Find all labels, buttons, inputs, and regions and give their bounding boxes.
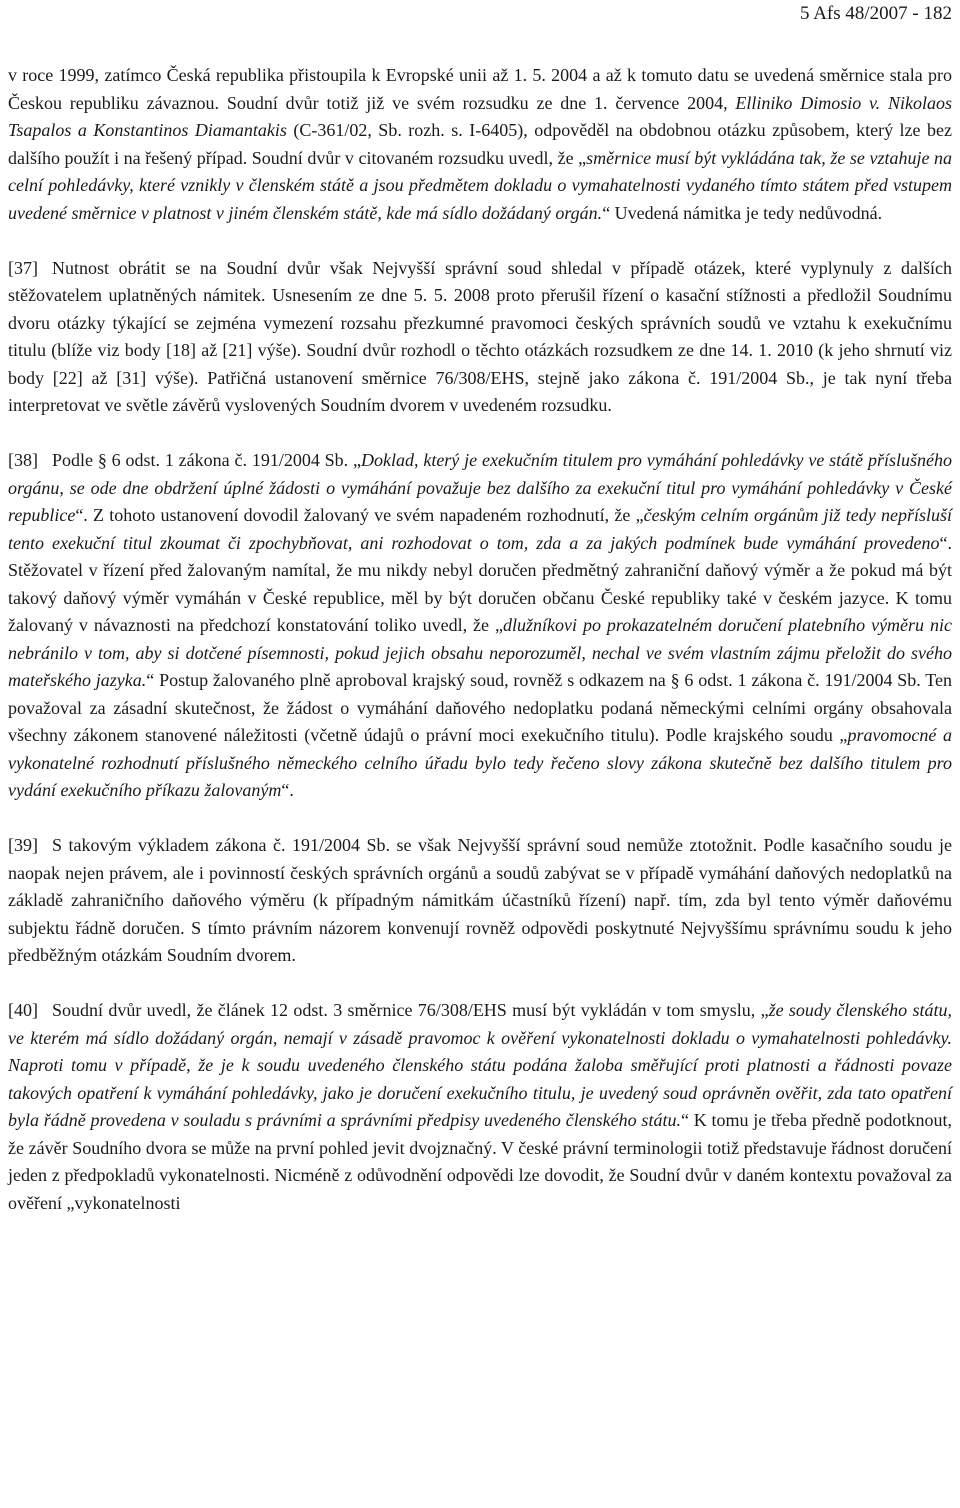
text-segment: S takovým výkladem zákona č. 191/2004 Sb. se však Nejvyšší správní soud nemůže ztotožnit. Podle kasačního soudu je naopak nejen právem, ale i povinností českých správních orgánů a soudů zabývat se v případě vymáhání daňových nedoplatků na základě zahraničního daňového výměru (k případným námitkám účastníků řízení) např. tím, zda byl tento výměr daňovému subjektu řádně doručen. S tímto právním názorem konvenují rovněž odpovědi poskytnuté Nejvyššímu správnímu soudu k jeho předběžným otázkám Soudním dvorem. bbox=[8, 835, 952, 965]
quoted-text: Elliniko Dimosio v. Nikolaos Tsapalos a Konstantinos Diamantakis bbox=[8, 92, 952, 140]
text-segment: “ Postup žalovaného plně aproboval krajský soud, rovněž s odkazem na § 6 odst. 1 zákona č. 191/2004 Sb. Ten považoval za zásadní skutečnost, že žádost o vymáhání daňového nedoplatku podaná německými celními orgány obsahovala všechny zákonem stanovené náležitosti (včetně údajů o právní moci exekučního titulu). Podle krajského soudu „ bbox=[8, 670, 952, 745]
text-segment: Nutnost obrátit se na Soudní dvůr však Nejvyšší správní soud shledal v případě otázek, které vyplynuly z dalších stěžovatelem uplatněných námitek. Usnesením ze dne 5. 5. 2008 proto přerušil řízení o kasační stížnosti a předložil Soudnímu dvoru otázky týkající se zejména vymezení rozsahu přezkumné pravomoci českých správních soudů ve vztahu k exekučnímu titulu (blíže viz body [18] až [21] výše). Soudní dvůr rozhodl o těchto otázkách rozsudkem ze dne 14. 1. 2010 (k jeho shrnutí viz body [22] až [31] výše). Patřičná ustanovení směrnice 76/308/EHS, stejně jako zákona č. 191/2004 Sb., je tak nyní třeba interpretovat ve světle závěrů vyslovených Soudním dvorem v uvedeném rozsudku. bbox=[8, 257, 952, 415]
paragraph-number: [40] bbox=[8, 1000, 38, 1020]
text-segment: (C-361/02, Sb. rozh. s. I-6405), odpověděl na obdobnou otázku způsobem, který lze bez dalšího použít i na řešený případ. Soudní dvůr v citovaném rozsudku uvedl, že „ bbox=[8, 120, 952, 168]
paragraph bbox=[8, 447, 952, 805]
paragraph bbox=[8, 997, 952, 1217]
paragraph bbox=[8, 62, 952, 227]
text-segment: “ Uvedená námitka je tedy nedůvodná. bbox=[602, 202, 883, 223]
paragraph-number: [38] bbox=[8, 450, 38, 470]
text-segment: “. bbox=[281, 780, 294, 800]
text-segment: “. Z tohoto ustanovení dovodil žalovaný ve svém napadeném rozhodnutí, že „ bbox=[75, 505, 644, 525]
quoted-text: českým celním orgánům již tedy nepřísluší tento exekuční titul zkoumat či zpochybňovat, ani rozhodovat o tom, zda a za jakých podmínek bude vymáhání provedeno bbox=[8, 505, 952, 553]
page-header bbox=[800, 4, 952, 24]
text-segment: “. Stěžovatel v řízení před žalovaným namítal, že mu nikdy nebyl doručen předmětný zahraniční daňový výměr a že pokud má být takový daňový výměr vymáhán v České republice, měl by být doručen občanu České republiky také v českém jazyce. K tomu žalovaný v návaznosti na předchozí konstatování toliko uvedl, že „ bbox=[8, 532, 952, 635]
paragraph-number: [37] bbox=[8, 257, 38, 278]
paragraph bbox=[8, 832, 952, 970]
quoted-text: směrnice musí být vykládána tak, že se vztahuje na celní pohledávky, které vznikly v členském státě a jsou předmětem dokladu o vymahatelnosti vydaného tímto státem před vstupem uvedené směrnice v platnost v jiném členském státě, kde má sídlo dožádaný orgán. bbox=[8, 147, 952, 223]
text-segment: v roce 1999, zatímco Česká republika přistoupila k Evropské unii až 1. 5. 2004 a až k tomuto datu se uvedená směrnice stala pro Českou republiku závaznou. Soudní dvůr totiž již ve svém rozsudku ze dne 1. července 2004, bbox=[8, 65, 952, 113]
text-segment: “ K tomu je třeba předně podotknout, že závěr Soudního dvora se může na první pohled jevit dvojznačný. V české právní terminologii totiž představuje řádnost doručení jeden z předpokladů vykonatelnosti. Nicméně z odůvodnění odpovědi lze dovodit, že Soudní dvůr v daném kontextu považoval za ověření „vykonatelnosti bbox=[8, 1110, 953, 1213]
text-segment: Soudní dvůr uvedl, že článek 12 odst. 3 směrnice 76/308/EHS musí být vykládán v tom smyslu, „ bbox=[52, 1000, 769, 1020]
quoted-text: pravomocné a vykonatelné rozhodnutí příslušného německého celního úřadu bylo tedy řečeno slovy zákona skutečně bez dalšího titulem pro vydání exekučního příkazu žalovaným bbox=[8, 725, 952, 800]
quoted-text: dlužníkovi po prokazatelném doručení platebního výměru nic nebránilo v tom, aby si dotčené písemnosti, pokud jejich obsahu neporozuměl, nechal ve svém vlastním zájmu přeložit do svého mateřského jazyka. bbox=[8, 615, 952, 690]
quoted-text: Doklad, který je exekučním titulem pro vymáhání pohledávky ve státě příslušného orgánu, se ode dne obdržení úplné žádosti o vymáhání považuje bez dalšího za exekuční titul pro vymáhání pohledávky v České republice bbox=[8, 450, 953, 525]
paragraph-number: [39] bbox=[8, 835, 38, 855]
paragraph bbox=[8, 255, 952, 420]
text-segment: Podle § 6 odst. 1 zákona č. 191/2004 Sb. „ bbox=[52, 450, 361, 470]
case-reference: 5 Afs 48/2007 - 182 bbox=[800, 3, 952, 24]
document-body bbox=[8, 62, 952, 1217]
quoted-text: že soudy členského státu, ve kterém má sídlo dožádaný orgán, nemají v zásadě pravomoc k ověření vykonatelnosti dokladu o vymahatelnosti pohledávky. Naproti tomu v případě, že je k soudu uvedeného členského státu podána žaloba směřující proti platnosti a řádnosti povaze takových opatření k vymáhání pohledávky, jako je doručení exekučního titulu, je uvedený soud oprávněn ověřit, zda tato opatření byla řádně provedena v souladu s právními a správními předpisy uvedeného členského státu. bbox=[8, 1000, 952, 1130]
